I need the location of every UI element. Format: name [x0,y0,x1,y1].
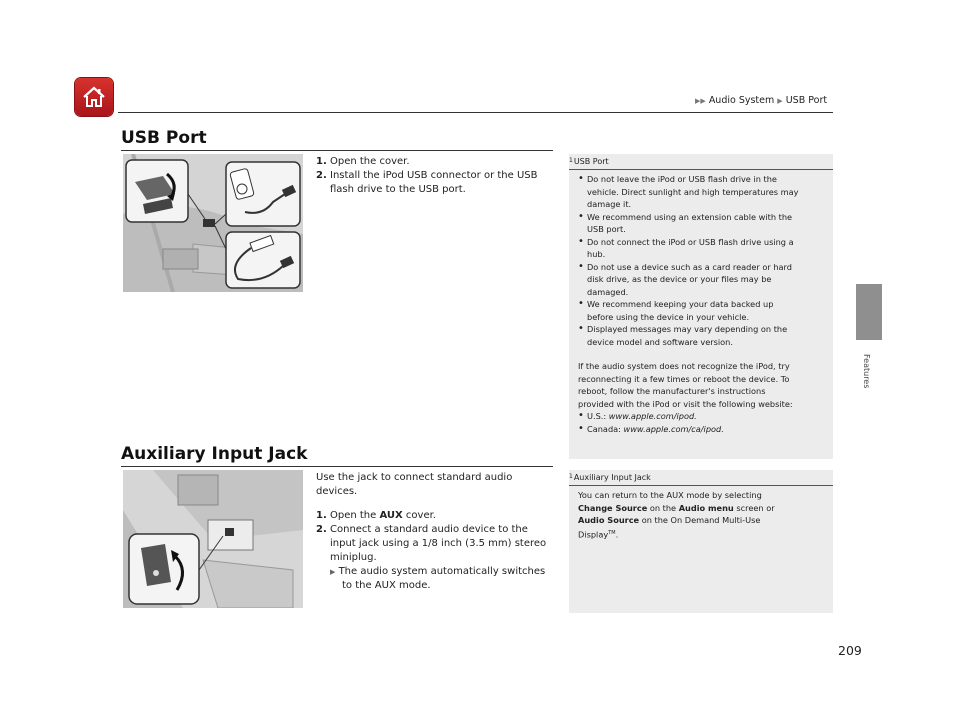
usb-note-bullet: • We recommend using an extension cable with the USB port. [578,211,828,236]
usb-steps [316,155,551,197]
usb-note-bullet: • Do not leave the iPod or USB flash drive in the vehicle. Direct sunlight and high temperatures may damage it. [578,173,828,211]
page-number: 209 [838,643,862,658]
section-divider [121,150,553,151]
usb-step-2-cont: flash drive to the USB port. [330,184,466,195]
aux-step-2: 2. Connect a standard audio device to the [316,524,528,535]
section-label: Features [862,354,871,389]
usb-note-box [569,154,833,459]
usb-note-bullet: • Do not connect the iPod or USB flash drive using a hub. [578,236,828,261]
section-divider [121,466,553,467]
usb-port-illustration [123,154,303,292]
usb-step-1: 1. Open the cover. [316,156,410,167]
section-title-aux: Auxiliary Input Jack [121,444,308,464]
us-link[interactable]: • U.S.: www.apple.com/ipod. [578,410,828,423]
triangle-right-icon: ▶ [777,97,783,105]
usb-note-title: 1USB Port [569,157,609,166]
home-button[interactable] [75,78,113,116]
usb-note-paragraph: If the audio system does not recognize the iPod, try reconnecting it a few times or reboot the device. To reboot, follow the manufacturer's instructions provided with the iPod or visit the following website: [578,361,793,409]
triangle-right-icon: ▶▶ [695,97,706,105]
usb-note-bullet: • Do not use a device such as a card reader or hard disk drive, as the device or your files may be damaged. [578,261,828,299]
section-title-usb: USB Port [121,128,207,148]
section-tab[interactable] [856,284,882,340]
header-divider [118,112,833,113]
aux-result: ▶ The audio system automatically switches [330,566,546,577]
usb-note-bullet: • Displayed messages may vary depending on the device model and software version. [578,323,828,348]
usb-note-bullet: • We recommend keeping your data backed up before using the device in your vehicle. [578,298,828,323]
breadcrumb [695,95,827,106]
home-icon [81,84,107,110]
aux-steps: Use the jack to connect standard audio devices. 1. Open the AUX cover. 2. Connect a standard audio device to the input jack using a 1/8 inch (3.5 mm) stereo miniplug. ▶ The audio system automatically switches to the AUX mode. [316,471,556,593]
aux-note-box: 1Auxiliary Input Jack You can return to the AUX mode by selecting Change Source on the Audio menu screen or Audio Source on the On Demand Multi-Use Display™. [569,470,833,613]
triangle-right-icon: ▶ [330,568,336,576]
aux-note-title: 1Auxiliary Input Jack [569,473,651,482]
aux-intro: Use the jack to connect standard audio [316,472,513,483]
breadcrumb-audio-system[interactable]: Audio System [708,95,775,106]
canada-link[interactable]: • Canada: www.apple.com/ca/ipod. [578,423,828,436]
breadcrumb-usb-port[interactable]: USB Port [785,95,828,106]
aux-step-1: 1. Open the AUX cover. [316,510,436,521]
usb-step-2: 2. Install the iPod USB connector or the USB [316,170,538,181]
aux-jack-illustration [123,470,303,608]
